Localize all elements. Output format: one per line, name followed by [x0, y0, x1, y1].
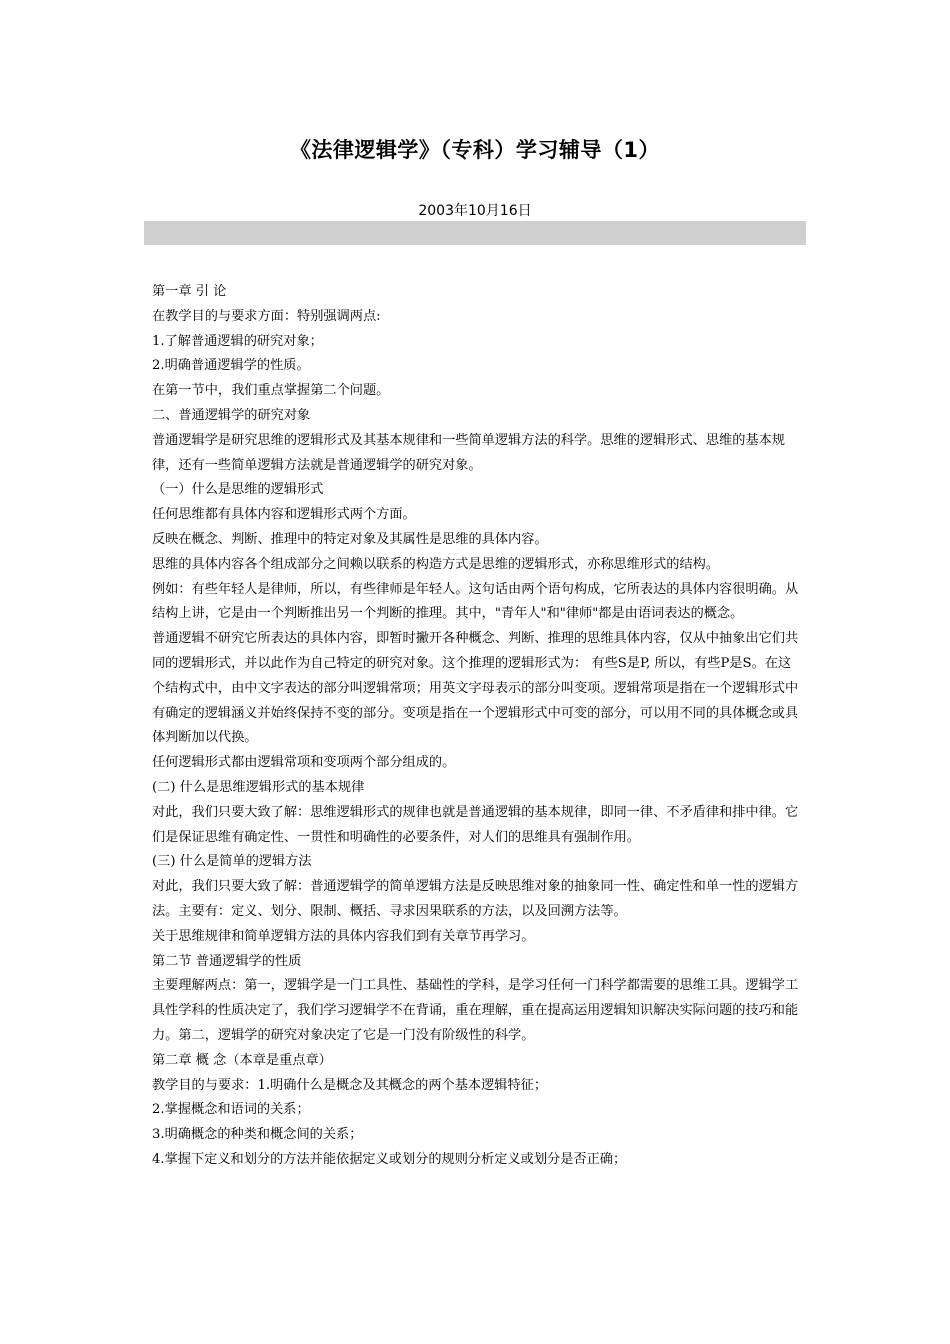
document-title: 《法律逻辑学》（专科）学习辅导（1）: [289, 138, 661, 162]
paragraph: 对此，我们只要大致了解：思维逻辑形式的规律也就是普通逻辑的基本规律，即同一律、不矛盾律和排中律。它们是保证思维有确定性、一贯性和明确性的必要条件，对人们的思维具有强制作用。: [152, 804, 799, 845]
paragraph: 普通逻辑学是研究思维的逻辑形式及其基本规律和一些简单逻辑方法的科学。思维的逻辑形式、思维的基本规律，还有一些简单逻辑方法就是普通逻辑学的研究对象。: [152, 432, 785, 473]
paragraph: 主要理解两点：第一，逻辑学是一门工具性、基础性的学科，是学习任何一门科学都需要的思维工具。逻辑学工具性学科的性质决定了，我们学习逻辑学不在背诵，重在理解，重在提高运用逻辑知识解决实际问题的技巧和能力。第二，逻辑学的研究对象决定了它是一门没有阶级性的科学。: [152, 978, 799, 1043]
paragraph: 二、普通逻辑学的研究对象: [152, 407, 311, 423]
paragraph: (三) 什么是简单的逻辑方法: [152, 854, 312, 870]
paragraph: 思维的具体内容各个组成部分之间赖以联系的构造方式是思维的逻辑形式，亦称思维形式的结构。: [152, 556, 720, 572]
paragraph: 在第一节中，我们重点掌握第二个问题。: [152, 383, 390, 399]
paragraph: 例如：有些年轻人是律师，所以，有些律师是年轻人。这句话由两个语句构成，它所表达的具体内容很明确。从结构上讲，它是由一个判断推出另一个判断的推理。其中，"青年人"和"律师"都是由语词表达的概念。: [152, 581, 799, 622]
paragraph: 关于思维规律和简单逻辑方法的具体内容我们到有关章节再学习。: [152, 928, 535, 944]
paragraph: （一）什么是思维的逻辑形式: [152, 482, 324, 498]
paragraph: 1.了解普通逻辑的研究对象；: [152, 333, 323, 349]
paragraph: 对此，我们只要大致了解：普通逻辑学的简单逻辑方法是反映思维对象的抽象同一性、确定性和单一性的逻辑方法。主要有：定义、划分、限制、概括、寻求因果联系的方法，以及回溯方法等。: [152, 879, 799, 919]
header-divider-bar: [144, 221, 806, 245]
paragraph: 第二章 概 念（本章是重点章）: [152, 1052, 332, 1068]
paragraph: 第一章 引 论: [152, 284, 227, 299]
document-body: [152, 280, 802, 1173]
paragraph: 任何思维都有具体内容和逻辑形式两个方面。: [152, 507, 416, 523]
paragraph: 教学目的与要求：1.明确什么是概念及其概念的两个基本逻辑特征；: [152, 1077, 548, 1093]
paragraph: 2.明确普通逻辑学的性质。: [152, 358, 310, 374]
paragraph: 4.掌握下定义和划分的方法并能依据定义或划分的规则分析定义或划分是否正确；: [152, 1151, 627, 1167]
paragraph: 任何逻辑形式都由逻辑常项和变项两个部分组成的。: [152, 755, 456, 771]
paragraph: 2.掌握概念和语词的关系；: [152, 1102, 310, 1118]
paragraph: 普通逻辑不研究它所表达的具体内容，即暂时撇开各种概念、判断、推理的思维具体内容，仅从中抽象出它们共同的逻辑形式，并以此作为自己特定的研究对象。这个推理的逻辑形式为： 有些S是P, 所以，有些P是S。在这个结构式中，由中文字表达的部分叫逻辑常项；用英文字母表示的部分叫变项。逻辑常项是指在一个逻辑形式中有确定的逻辑涵义并始终保持不变的部分。变项是指在一个逻辑形式中可变的部分，可以用不同的具体概念或具体判断加以代换。: [152, 631, 799, 746]
paragraph: 在教学目的与要求方面：特别强调两点:: [152, 308, 381, 324]
paragraph: 第二节 普通逻辑学的性质: [152, 953, 302, 969]
paragraph: (二) 什么是思维逻辑形式的基本规律: [152, 779, 365, 795]
paragraph: 3.明确概念的种类和概念间的关系；: [152, 1127, 363, 1143]
document-date: 2003年10月16日: [418, 203, 532, 219]
paragraph: 反映在概念、判断、推理中的特定对象及其属性是思维的具体内容。: [152, 531, 548, 547]
